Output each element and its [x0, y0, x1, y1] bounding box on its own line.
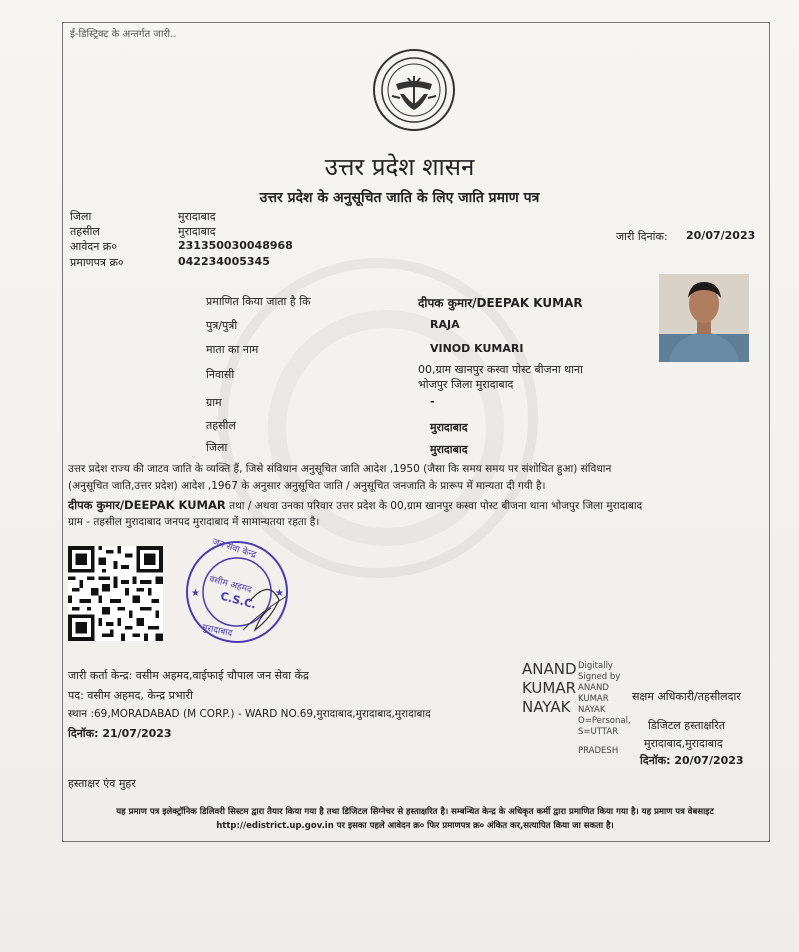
- issue-date-label: जारी दिनांक:: [616, 230, 668, 243]
- body-para1-line2: (अनुसूचित जाति,उत्तर प्रदेश) आदेश ,1967 के अनुसार अनुसूचित जाति / अनुसूचित जनजाति के प्रारूप में मान्यता दी गयी है।: [68, 480, 546, 492]
- body-para2-line1: [68, 498, 642, 513]
- seal-middle-text: वसीम अहमद: [208, 574, 253, 596]
- digital-sign-name-3: NAYAK: [522, 698, 571, 716]
- meta-application-value: 231350030048968: [178, 239, 293, 252]
- digital-sign-name-1: ANAND: [522, 660, 577, 678]
- certify-label: प्रमाणित किया जाता है कि: [206, 295, 311, 308]
- svg-text:★: ★: [275, 588, 284, 599]
- resident-line-2: भोजपुर जिला मुरादाबाद: [418, 378, 514, 391]
- up-emblem-icon: [372, 48, 456, 132]
- issuer-post: पद: वसीम अहमद, केन्द्र प्रभारी: [68, 689, 193, 702]
- certificate-title: उत्तर प्रदेश शासन: [324, 153, 475, 181]
- digital-sign-detail-6: O=Personal,: [578, 716, 631, 726]
- issuer-date: दिनॉक: 21/07/2023: [68, 727, 172, 740]
- top-note: ई-डिस्ट्रिक्ट के अन्तर्गत जारी..: [70, 29, 177, 40]
- body-para2-rest: तथा / अथवा उनका परिवार उत्तर प्रदेश के 00,ग्राम खानपुर कस्वा पोस्ट बीजना थाना भोजपुर जिला मुरादाबाद: [225, 500, 643, 512]
- seal-bottom-text: मुरादाबाद: [200, 622, 234, 640]
- mother-name: VINOD KUMARI: [430, 342, 524, 355]
- meta-certificate-label: प्रमाणपत्र क्र०: [70, 256, 124, 269]
- digital-sign-detail-7: S=UTTAR: [578, 727, 619, 737]
- issuer-place: स्थान :69,MORADABAD (M CORP.) - WARD NO.69,मुरादाबाद,मुरादाबाद,मुरादाबाद: [68, 708, 431, 720]
- village-value: -: [430, 395, 435, 408]
- authority-date: दिनॉक: 20/07/2023: [640, 754, 744, 767]
- district-value: मुरादाबाद: [430, 443, 468, 456]
- meta-district-label: जिला: [70, 210, 92, 223]
- digital-sign-name-2: KUMAR: [522, 679, 577, 697]
- digital-sign-detail-3: ANAND: [578, 683, 609, 693]
- issuer-center: जारी कर्ता केन्द्र: वसीम अहमद,वाईफाई चौपाल जन सेवा केंद्र: [68, 669, 309, 682]
- digital-sign-detail-4: KUMAR: [578, 694, 609, 704]
- meta-application-label: आवेदन क्र०: [70, 240, 117, 253]
- qr-code-icon: [68, 546, 163, 641]
- body-para2-line2: ग्राम - तहसील मुरादाबाद जनपद मुरादाबाद में सामान्यतया रहता है।: [68, 516, 320, 528]
- meta-district-value: मुरादाबाद: [178, 210, 216, 223]
- footer-line-2: http://edistrict.up.gov.in पर इसका पहले आवेदन क्र० फिर प्रमाणपत्र क्र० अंकित कर,सत्यापित किया जा सकता है।: [216, 821, 614, 831]
- tehsil-value: मुरादाबाद: [430, 421, 468, 434]
- authority-title: सक्षम अधिकारी/तहसीलदार: [632, 690, 741, 703]
- meta-tehsil-value: मुरादाबाद: [178, 225, 216, 238]
- applicant-name: दीपक कुमार/DEEPAK KUMAR: [418, 296, 583, 310]
- signature-seal-label: हस्ताक्षर एंव मुहर: [68, 777, 136, 790]
- svg-text:★: ★: [191, 588, 200, 599]
- seal-code-text: C.S.C.: [218, 589, 258, 612]
- resident-line-1: 00,ग्राम खानपुर कस्वा पोस्ट बीजना थाना: [418, 363, 583, 376]
- mother-label: माता का नाम: [206, 343, 259, 356]
- child-of-label: पुत्र/पुत्री: [206, 319, 238, 332]
- digital-sign-detail-2: Signed by: [578, 672, 621, 682]
- footer-line-1: यह प्रमाण पत्र इलेक्ट्रॉनिक डिलिवरी सिस्टम द्वारा तैयार किया गया है तथा डिजिटल सिग्नेचर से हस्ताक्षरित है। सम्बन्धित केन्द्र के अधिकृत कर्मी द्वारा प्रमाणित किया गया है। यह प्रमाण पत्र वेबसाइट: [116, 807, 714, 817]
- authority-signed-label: डिजिटल हस्ताक्षरित: [648, 719, 725, 732]
- seal-top-text: जन सेवा केन्द्र: [211, 537, 258, 561]
- tehsil-label: तहसील: [206, 419, 236, 432]
- resident-label: निवासी: [206, 368, 235, 381]
- father-name: RAJA: [430, 318, 460, 331]
- village-label: ग्राम: [206, 396, 222, 409]
- meta-tehsil-label: तहसील: [70, 225, 100, 238]
- body-para2-name: दीपक कुमार/DEEPAK KUMAR: [68, 498, 226, 512]
- certificate-subtitle: उत्तर प्रदेश के अनुसूचित जाति के लिए जाति प्रमाण पत्र: [259, 190, 540, 206]
- applicant-photo: [659, 274, 749, 362]
- digital-sign-detail-8: PRADESH: [578, 746, 619, 756]
- district-label: जिला: [206, 441, 228, 454]
- authority-place: मुरादाबाद,मुरादाबाद: [644, 737, 723, 750]
- issue-date-value: 20/07/2023: [686, 229, 756, 242]
- body-para1-line1: उत्तर प्रदेश राज्य की जाटव जाति के व्यक्ति हैं, जिसे संविधान अनुसूचित जाति आदेश ,1950 (जैसा कि समय समय पर संशोधित हुआ) संविधान: [68, 463, 612, 475]
- meta-certificate-value: 042234005345: [178, 255, 270, 268]
- digital-sign-detail-1: Digitally: [578, 661, 613, 671]
- digital-sign-detail-5: NAYAK: [578, 705, 606, 715]
